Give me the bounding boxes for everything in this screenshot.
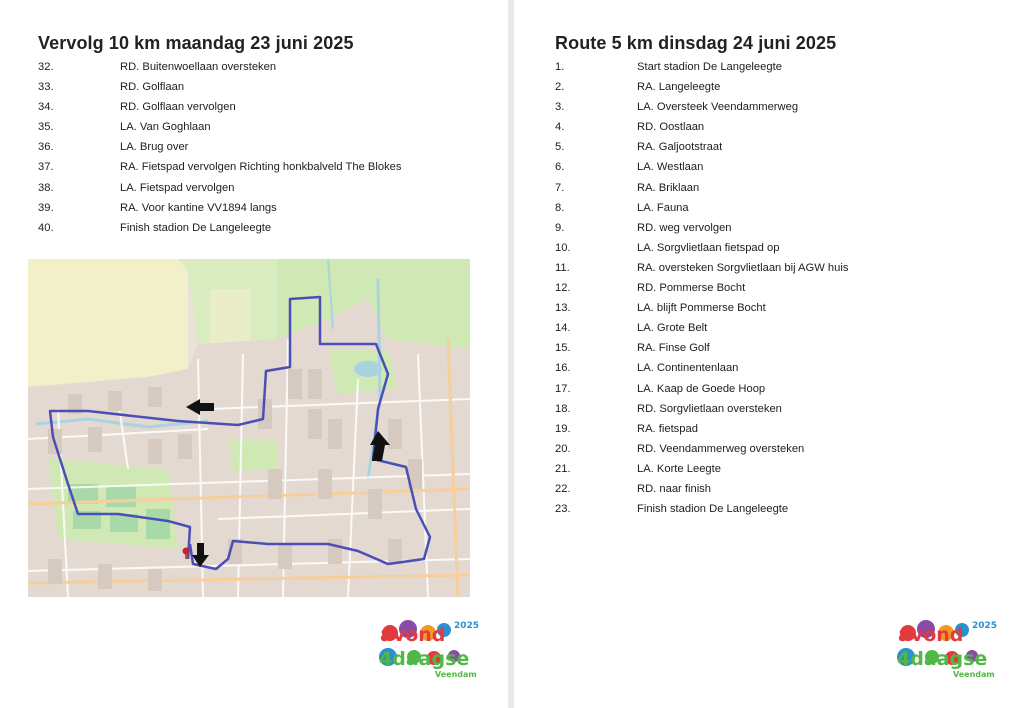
step-text: RA. Briklaan (637, 181, 700, 194)
step-number: 1. (555, 61, 565, 73)
step-number: 6. (555, 161, 565, 174)
step-number: 40. (38, 221, 54, 234)
step-number: 2. (555, 81, 565, 94)
step-number: 35. (38, 121, 54, 134)
step-number: 19. (555, 422, 571, 435)
step-number: 36. (38, 141, 54, 154)
step-text: LA. Fietspad vervolgen (120, 181, 235, 194)
step-number: 12. (555, 282, 571, 295)
page-title: Vervolg 10 km maandag 23 juni 2025 (38, 33, 354, 53)
logo-year: 2025 (454, 621, 480, 631)
step-number: 13. (555, 302, 571, 315)
step-text: RA. Galjootstraat (637, 141, 723, 154)
step-text: RD. weg vervolgen (637, 221, 732, 234)
step-number: 11. (555, 261, 570, 274)
avond4daagse-logo (896, 614, 1006, 686)
step-number: 7. (555, 181, 565, 194)
route-map (28, 259, 470, 597)
logo-line2: 4daagse (897, 648, 988, 670)
step-number: 23. (555, 503, 571, 516)
logo-line1: avond (380, 624, 446, 646)
step-number: 34. (38, 101, 54, 114)
step-text: Start stadion De Langeleegte (637, 61, 782, 73)
step-number: 8. (555, 201, 565, 214)
step-number: 9. (555, 221, 565, 234)
step-number: 3. (555, 101, 565, 114)
step-number: 37. (38, 161, 54, 174)
step-number: 20. (555, 442, 571, 455)
step-number: 16. (555, 362, 571, 375)
step-text: RD. Buitenwoellaan oversteken (120, 61, 277, 73)
step-number: 39. (38, 201, 54, 214)
step-text: LA. Brug over (120, 141, 189, 154)
step-text: LA. Oversteek Veendammerweg (637, 101, 799, 114)
step-text: LA. Van Goghlaan (120, 121, 211, 134)
step-number: 17. (555, 382, 571, 395)
step-text: LA. blijft Pommerse Bocht (637, 302, 766, 315)
step-text: RA. fietspad (637, 422, 698, 435)
step-number: 15. (555, 342, 571, 355)
step-text: LA. Fauna (637, 201, 689, 214)
step-text: Finish stadion De Langeleegte (120, 221, 272, 234)
step-text: RA. oversteken Sorgvlietlaan bij AGW huis (637, 261, 849, 274)
page-title: Route 5 km dinsdag 24 juni 2025 (555, 33, 837, 53)
step-number: 10. (555, 241, 571, 254)
step-text: RD. Golflaan vervolgen (120, 101, 236, 114)
logo-place: Veendam (953, 670, 995, 679)
step-text: RD. naar finish (637, 482, 711, 495)
step-number: 22. (555, 482, 571, 495)
step-text: RD. Golflaan (120, 81, 185, 94)
step-number: 18. (555, 402, 571, 415)
step-number: 14. (555, 322, 571, 335)
logo-place: Veendam (435, 670, 477, 679)
step-text: RD. Sorgvlietlaan oversteken (637, 402, 782, 415)
step-text: LA. Sorgvlietlaan fietspad op (637, 241, 780, 254)
step-number: 32. (38, 61, 54, 73)
left-page (0, 0, 508, 708)
step-text: RA. Langeleegte (637, 81, 721, 94)
step-number: 21. (555, 462, 571, 475)
step-text: LA. Continentenlaan (637, 362, 739, 375)
step-text: Finish stadion De Langeleegte (637, 503, 789, 516)
step-text: RA. Fietspad vervolgen Richting honkbalveld The Blokes (120, 161, 402, 174)
step-text: LA. Grote Belt (637, 322, 708, 335)
logo-line2: 4daagse (379, 648, 470, 670)
avond4daagse-logo (378, 614, 488, 686)
step-number: 33. (38, 81, 54, 94)
step-number: 4. (555, 121, 565, 134)
step-text: RD. Veendammerweg oversteken (637, 442, 805, 455)
step-number: 38. (38, 181, 54, 194)
step-text: RD. Pommerse Bocht (637, 282, 746, 295)
step-text: RD. Oostlaan (637, 121, 705, 134)
step-text: RA. Voor kantine VV1894 langs (120, 201, 277, 214)
step-text: LA. Westlaan (637, 161, 704, 174)
right-page (514, 0, 1024, 708)
logo-year: 2025 (972, 621, 998, 631)
step-number: 5. (555, 141, 565, 154)
logo-line1: avond (898, 624, 964, 646)
step-text: RA. Finse Golf (637, 342, 710, 355)
step-text: LA. Korte Leegte (637, 462, 721, 475)
step-text: LA. Kaap de Goede Hoop (637, 382, 766, 395)
